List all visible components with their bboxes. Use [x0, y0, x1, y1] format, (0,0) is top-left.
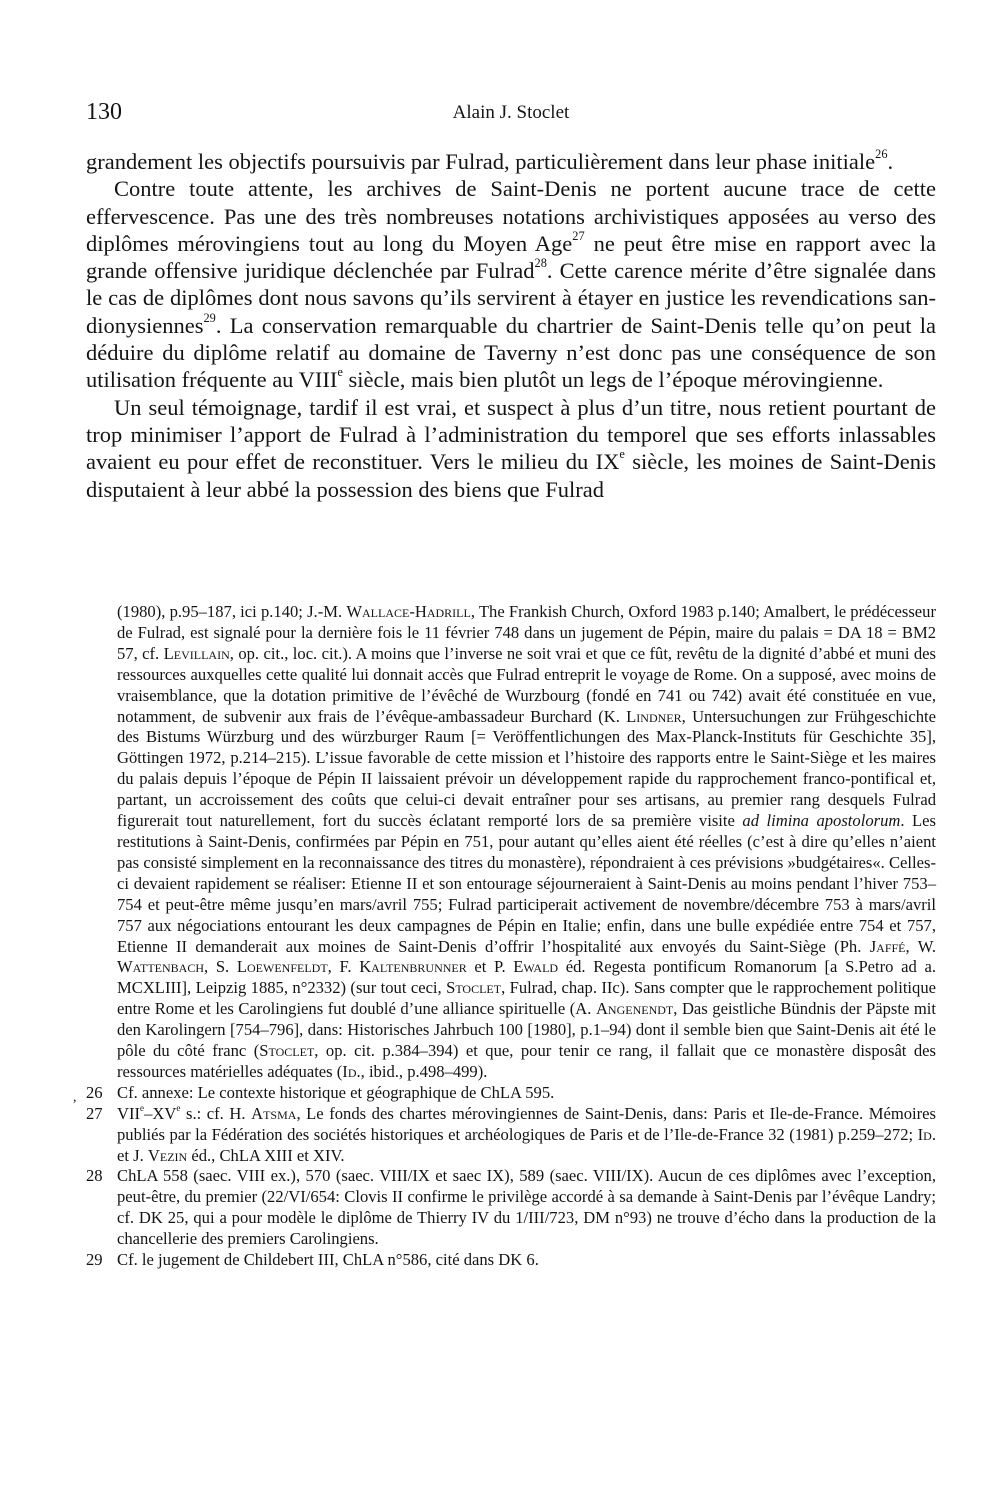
footnote-ref-26: 26: [875, 146, 888, 161]
page-number: 130: [86, 99, 122, 125]
footnote-28: 28 ChLA 558 (saec. VIII ex.), 570 (saec. VIII/IX et saec IX), 589 (saec. VIII/IX). Aucun de ces diplômes avec l’exception, peut-être, du premier (22/VI/654: Clovis II confirme le privilège accordé à sa demande à Saint-Denis par l’évêque Landry; cf. DK 25, qui a pour modèle le diplôme de Thierry IV du 1/III/723, DM n°93) ne trouve d’écho dans la production de la chancellerie des premiers Carolingiens.: [86, 1166, 936, 1249]
footnote-number: 29: [86, 1250, 103, 1270]
stray-mark: ,: [73, 1089, 77, 1105]
paragraph-3: Un seul témoignage, tardif il est vrai, et suspect à plus d’un titre, nous retient pourtant de trop minimiser l’apport de Fulrad à l’administration du temporel que ses efforts inlassables avaient eu pour effet de reconstituer. Vers le milieu du IXe siècle, les moines de Saint-Denis disputaient à leur abbé la possession des biens que Fulrad: [86, 394, 937, 502]
paragraph-2: Contre toute attente, les archives de Saint-Denis ne portent aucune trace de cette effervescence. Pas une des très nombreuses notations archivistiques apposées au verso des diplômes mérovingiens tout au long du Moyen Age$^{27}$ ne peut être mise en rapport avec la grande offensive juridique déclenchée par Fulrad$^{28}$. Cette carence mérite d’être signalée dans le cas de diplômes dont nous savons qu’ils servirent à étayer en justice les revendications san-dionysiennes$^{29}$. La conservation remarquable du chartrier de Saint-Denis telle qu’on peut la déduire du diplôme relatif au domaine de Taverny n’est donc pas une conséquence de son utilisation fréquente au VIIIe siècle, mais bien plutôt un legs de l’époque mérovingienne.: [86, 176, 937, 393]
footnotes: [73, 602, 937, 1271]
footnote-number: 28: [86, 1166, 103, 1186]
footnote-number: 27: [86, 1103, 103, 1123]
footnote-ref-29: 29: [203, 310, 216, 325]
paragraph-1: grandement les objectifs poursuivis par Fulrad, particulièrement dans leur phase initiale$^{26}$.: [86, 146, 894, 174]
footnote-ref-27: 27: [572, 228, 585, 243]
main-text: [86, 148, 936, 503]
footnote-ref-28: 28: [534, 256, 547, 271]
footnote-continuation: (1980), p.95–187, ici p.140; J.-M. Wallace-Hadrill, The Frankish Church, Oxford 1983 p.140; Amalbert, le prédécesseur de Fulrad, est signalé pour la dernière fois le 11 février 748 dans un jugement de Pépin, maire du palais = DA 18 = BM2 57, cf. Levillain, op. cit., loc. cit.). A moins que l’inverse ne soit vrai et que ce fût, revêtu de la dignité d’abbé et muni des ressources auxquelles cette qualité lui donnait accès que Fulrad entreprit le voyage de Rome. On a supposé, avec moins de vraisemblance, que la dotation primitive de l’évêché de Wurzbourg (fondé en 741 ou 742) avait été constituée en vue, notamment, de subvenir aux frais de l’évêque-ambassadeur Burchard (K. Lindner, Untersuchungen zur Frühgeschichte des Bistums Würzburg und des würzburger Raum [= Veröffentlichungen des Max-Planck-Instituts für Geschichte 35], Göttingen 1972, p.214–215). L’issue favorable de cette mission et l’histoire des rapports entre le Saint-Siège et les maires du palais depuis l’époque de Pépin II laissaient prévoir un développement rapide du rapprochement franco-pontifical et, partant, un accroissement des coûts que celui-ci devait entraîner pour ses artisans, au premier rang desquels Fulrad figurerait tout naturellement, fort du succès éclatant remporté lors de sa première visite ad limina apostolorum. Les restitutions à Saint-Denis, confirmées par Pépin en 751, pour autant qu’elles aient été réelles (c’est à dire qu’elles n’aient pas consisté simplement en la reconnaissance des titres du monastère), répondraient à ces prévisions »budgétaires«. Celles-ci devaient rapidement se réaliser: Etienne II et son entourage séjourneraient à Saint-Denis au moins pendant l’hiver 753–754 et peut-être même jusqu’en mars/avril 755; Fulrad participerait activement de novembre/décembre 753 à mars/avril 757 aux négociations entourant les deux campagnes de Pépin en Italie; enfin, dans une bulle expédiée entre 754 et 757, Etienne II demanderait aux moines de Saint-Denis d’offrir l’hospitalité aux envoyés du Saint-Siège (Ph. Jaffé, W. Wattenbach, S. Loewenfeldt, F. Kaltenbrunner et P. Ewald éd. Regesta pontificum Romanorum [a S.Petro ad a. MCXLIII], Leipzig 1885, n°2332) (sur tout ceci, Stoclet, Fulrad, chap. IIc). Sans compter que le rapprochement politique entre Rome et les Carolingiens fut doublé d’une alliance spirituelle (A. Angenendt, Das geistliche Bündnis der Päpste mit den Karolingern [754–796], dans: Historisches Jahrbuch 100 [1980], p.1–94) dont il semble bien que Saint-Denis ait été le pôle du côté franc (Stoclet, op. cit. p.384–394) et que, pour tenir ce rang, il fallait que ce monastère disposât des ressources matérielles adéquates (Id., ibid., p.498–499).: [117, 602, 937, 1081]
footnote-27: 27 VIIe–XVe s.: cf. H. Atsma, Le fonds des chartes mérovingiennes de Saint-Denis, dans: Paris et Ile-de-France. Mémoires publiés par la Fédération des sociétés historiques et archéologiques de Paris et de l’Ile-de-France 32 (1981) p.259–272; Id. et J. Vezin éd., ChLA XIII et XIV.: [86, 1102, 937, 1165]
running-head: Alain J. Stoclet: [452, 102, 570, 123]
footnote-number: 26: [86, 1082, 103, 1102]
footnote-29: 29 Cf. le jugement de Childebert III, ChLA n°586, cité dans DK 6.: [86, 1250, 539, 1270]
footnote-26: , 26 Cf. annexe: Le contexte historique et géographique de ChLA 595.: [86, 1083, 936, 1104]
page-header: [86, 99, 936, 129]
